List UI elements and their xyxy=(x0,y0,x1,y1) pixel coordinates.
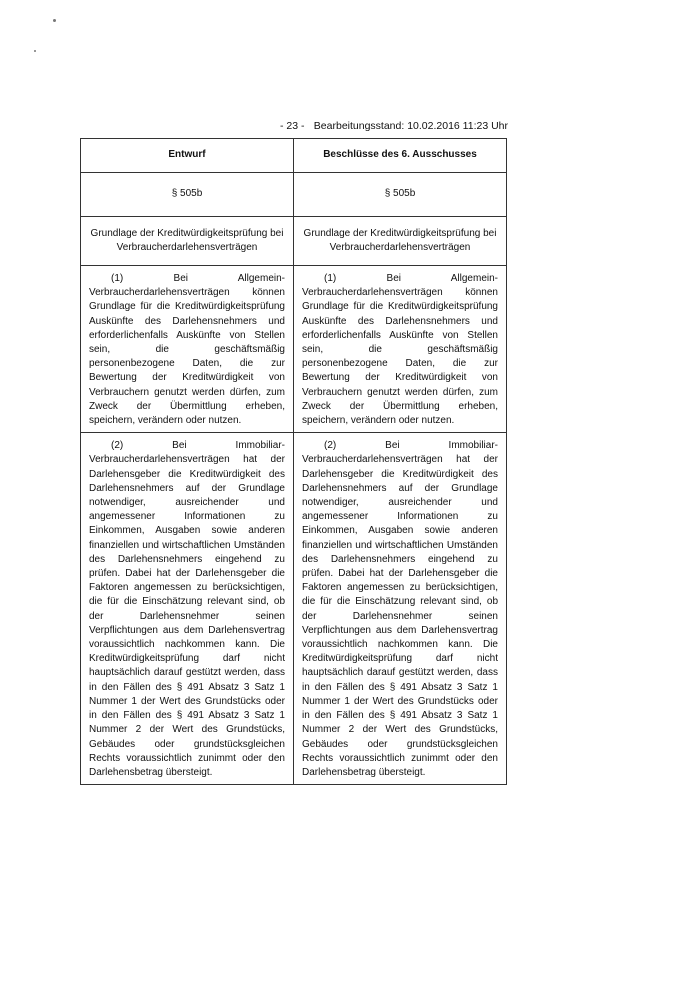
paragraph-2-cell-left xyxy=(81,433,294,785)
table-row-title xyxy=(81,217,507,266)
edit-status: Bearbeitungsstand: 10.02.2016 11:23 Uhr xyxy=(313,120,508,132)
paragraph-1-cell-left xyxy=(81,266,294,433)
scan-speck xyxy=(34,50,36,52)
column-heading-committee: Beschlüsse des 6. Ausschusses xyxy=(294,139,507,173)
table-row-paragraph-1 xyxy=(81,266,507,433)
section-title-right: Grundlage der Kreditwürdigkeitsprüfung bei Verbraucherdarlehensverträgen xyxy=(294,217,507,266)
paragraph-2-cell-right xyxy=(294,433,507,785)
page-header xyxy=(80,118,508,134)
page-number: - 23 - xyxy=(280,120,305,132)
table-row-paragraph-2 xyxy=(81,433,507,785)
paragraph-1-cell-right xyxy=(294,266,507,433)
scan-speck xyxy=(53,19,56,22)
paragraph-2-left: (2) Bei Immobiliar-Verbraucherdarlehensverträgen hat der Darlehensgeber die Kreditwürdigkeit des Darlehensnehmers auf der Grundlage notwendiger, ausreichender und angemessener Informationen zu Einkommen, Ausgaben sowie anderen finanziellen und wirtschaftlichen Umständen des Darlehensnehmers eingehend zu prüfen. Dabei hat der Darlehensgeber die Faktoren angemessen zu berücksichtigen, die für die Einschätzung relevant sind, ob der Darlehensnehmer seinen Verpflichtungen aus dem Darlehensvertrag voraussichtlich nachkommen kann. Die Kreditwürdigkeitsprüfung darf nicht hauptsächlich darauf gestützt werden, dass in den Fällen des § 491 Absatz 3 Satz 1 Nummer 1 der Wert des Grundstücks oder in den Fällen des § 491 Absatz 3 Satz 1 Nummer 2 der Wert des Grundstücks, Gebäudes oder grundstücksgleichen Rechts voraussichtlich zunimmt oder den Darlehensbetrag übersteigt. xyxy=(89,440,285,778)
section-number-right: § 505b xyxy=(294,173,507,217)
paragraph-2-right: (2) Bei Immobiliar-Verbraucherdarlehensverträgen hat der Darlehensgeber die Kreditwürdigkeit des Darlehensnehmers auf der Grundlage notwendiger, ausreichender und angemessener Informationen zu Einkommen, Ausgaben sowie anderen finanziellen und wirtschaftlichen Umständen des Darlehensnehmers eingehend zu prüfen. Dabei hat der Darlehensgeber die Faktoren angemessen zu berücksichtigen, die für die Einschätzung relevant sind, ob der Darlehensnehmer seinen Verpflichtungen aus dem Darlehensvertrag voraussichtlich nachkommen kann. Die Kreditwürdigkeitsprüfung darf nicht hauptsächlich darauf gestützt werden, dass in den Fällen des § 491 Absatz 3 Satz 1 Nummer 1 der Wert des Grundstücks oder in den Fällen des § 491 Absatz 3 Satz 1 Nummer 2 der Wert des Grundstücks, Gebäudes oder grundstücksgleichen Rechts voraussichtlich zunimmt oder den Darlehensbetrag übersteigt. xyxy=(302,440,498,778)
paragraph-1-right: (1) Bei Allgemein-Verbraucherdarlehensverträgen können Grundlage für die Kreditwürdigkeitsprüfung Auskünfte des Darlehensnehmers und erforderlichenfalls Auskünfte von Stellen sein, die geschäftsmäßig personenbezogene Daten, die zur Bewertung der Kreditwürdigkeit von Verbrauchern genutzt werden dürfen, zum Zweck der Übermittlung erheben, speichern, verändern oder nutzen. xyxy=(302,273,498,427)
comparison-table xyxy=(80,138,507,785)
table-header-row xyxy=(81,139,507,173)
section-number-left: § 505b xyxy=(81,173,294,217)
table-row-section xyxy=(81,173,507,217)
paragraph-1-left: (1) Bei Allgemein-Verbraucherdarlehensverträgen können Grundlage für die Kreditwürdigkeitsprüfung Auskünfte des Darlehensnehmers und erforderlichenfalls Auskünfte von Stellen sein, die geschäftsmäßig personenbezogene Daten, die zur Bewertung der Kreditwürdigkeit von Verbrauchern genutzt werden dürfen, zum Zweck der Übermittlung erheben, speichern, verändern oder nutzen. xyxy=(89,273,285,427)
column-heading-draft: Entwurf xyxy=(81,139,294,173)
section-title-left: Grundlage der Kreditwürdigkeitsprüfung bei Verbraucherdarlehensverträgen xyxy=(81,217,294,266)
